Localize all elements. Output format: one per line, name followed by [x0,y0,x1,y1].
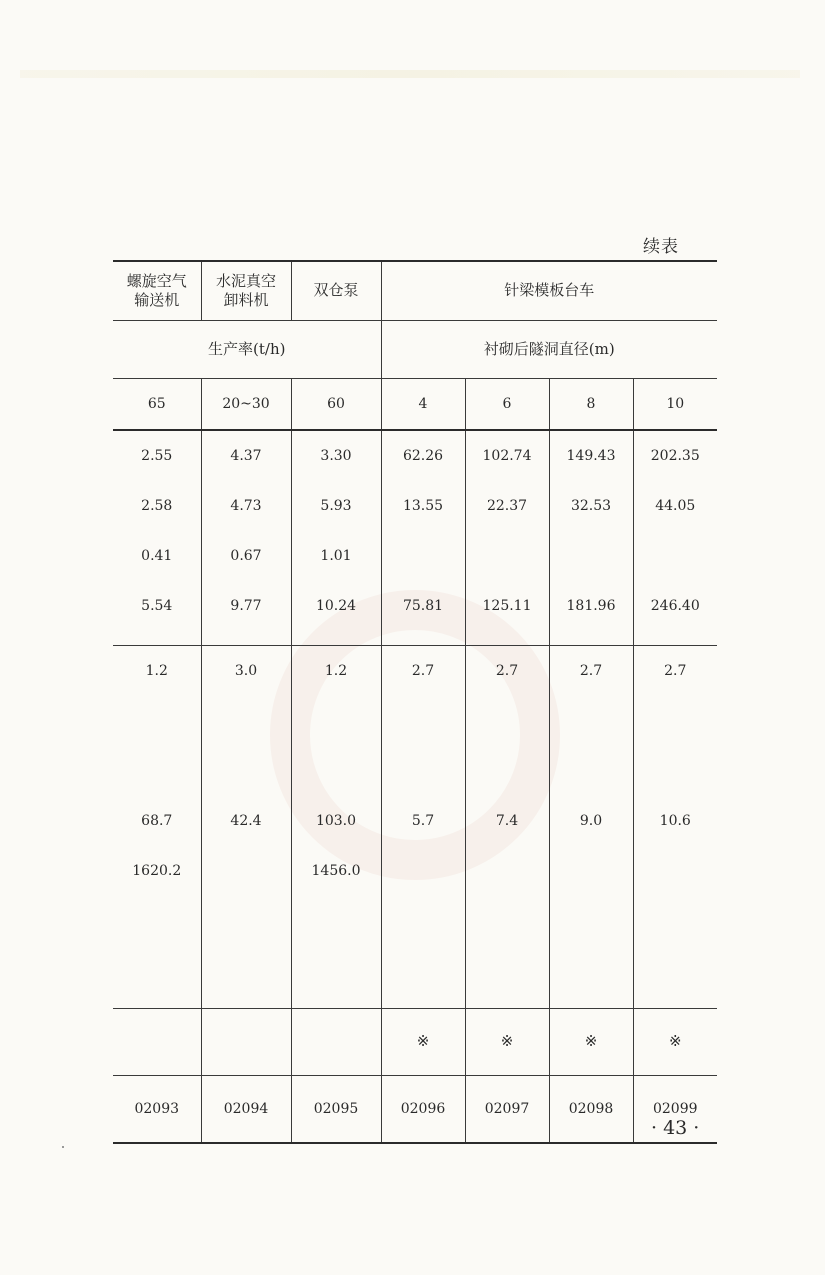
header-screw-conveyor: 螺旋空气 输送机 [113,261,201,321]
consumption-cell: 2.7 5.7 [381,646,465,1009]
header-double-pump: 双仓泵 [291,261,381,321]
mark-cell: ※ [633,1009,717,1076]
mark-cell: ※ [549,1009,633,1076]
scan-speck [62,1146,64,1148]
consumption-cell: 2.7 9.0 [549,646,633,1009]
cost-cell: 102.74 22.37 125.11 [465,430,549,646]
cost-cell: 62.26 13.55 75.81 [381,430,465,646]
spec-cell: 65 [113,379,201,431]
subheader-tunnel-diameter: 衬砌后隧洞直径(m) [381,321,717,379]
cost-cell: 202.35 44.05 246.40 [633,430,717,646]
cost-cell: 4.37 4.73 0.67 9.77 [201,430,291,646]
code-cell: 02097 [465,1076,549,1144]
consumption-cell: 2.7 7.4 [465,646,549,1009]
mark-cell [201,1009,291,1076]
table-consumption-block [113,646,717,1009]
consumption-cell: 2.7 10.6 [633,646,717,1009]
code-cell: 02093 [113,1076,201,1144]
spec-cell: 60 [291,379,381,431]
consumption-cell: 1.2 68.7 1620.2 [113,646,201,1009]
continued-label: 续表 [643,237,679,257]
table-spec-row [113,379,717,431]
spec-cell: 4 [381,379,465,431]
code-cell: 02094 [201,1076,291,1144]
spec-cell: 6 [465,379,549,431]
spec-cell: 20~30 [201,379,291,431]
code-cell: 02095 [291,1076,381,1144]
cost-cell: 3.30 5.93 1.01 10.24 [291,430,381,646]
spec-cell: 10 [633,379,717,431]
subheader-productivity: 生产率(t/h) [113,321,381,379]
mark-cell: ※ [465,1009,549,1076]
table-code-row [113,1076,717,1144]
table-mark-row [113,1009,717,1076]
consumption-cell: 3.0 42.4 [201,646,291,1009]
cost-cell: 2.55 2.58 0.41 5.54 [113,430,201,646]
code-cell: 02096 [381,1076,465,1144]
consumption-cell: 1.2 103.0 1456.0 [291,646,381,1009]
mark-cell [291,1009,381,1076]
page-number: · 43 · [651,1117,700,1139]
mark-cell: ※ [381,1009,465,1076]
mark-cell [113,1009,201,1076]
table-header-row [113,261,717,321]
quota-table [113,260,717,1144]
cost-cell: 149.43 32.53 181.96 [549,430,633,646]
code-cell: 02099 [633,1076,717,1144]
header-formwork-trolley: 针梁模板台车 [381,261,717,321]
code-cell: 02098 [549,1076,633,1144]
scan-top-band [20,70,800,78]
spec-cell: 8 [549,379,633,431]
table-subheader-row [113,321,717,379]
table-cost-block [113,430,717,646]
header-vacuum-unloader: 水泥真空 卸料机 [201,261,291,321]
